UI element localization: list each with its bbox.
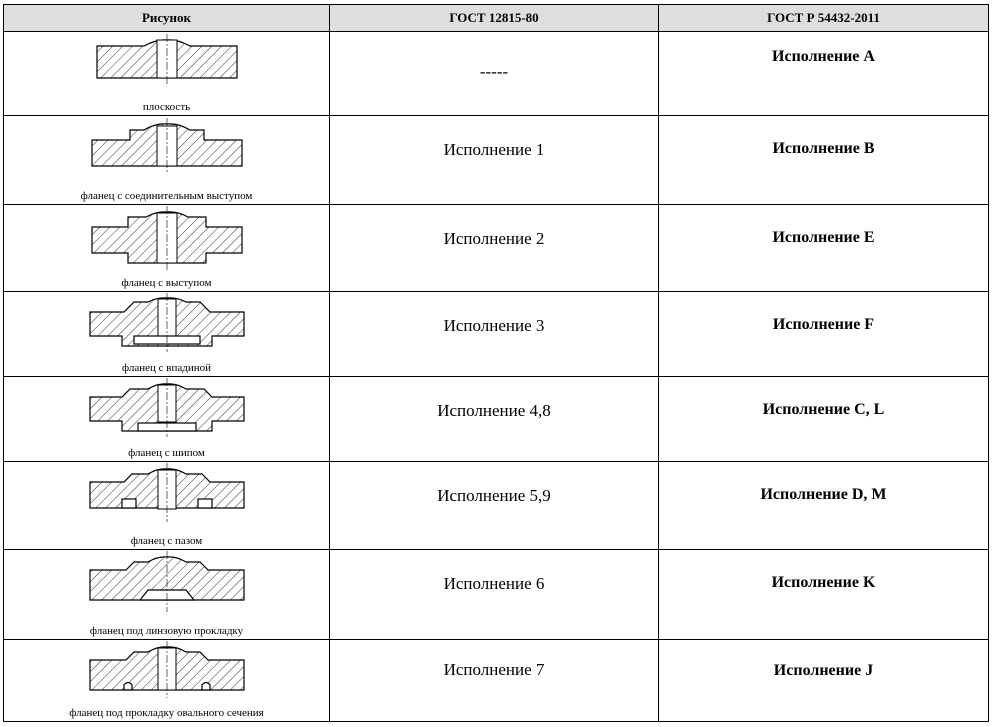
table-header-row — [4, 5, 989, 32]
gost-54432-value: Исполнение E — [659, 205, 989, 292]
header-gost-12815: ГОСТ 12815-80 — [330, 5, 659, 32]
gost-12815-value: Исполнение 3 — [330, 292, 659, 377]
drawing-cell — [4, 32, 330, 116]
drawing-cell — [4, 377, 330, 462]
table-row — [4, 292, 989, 377]
lens-gasket-flange-drawing — [82, 550, 252, 620]
gost-54432-value: Исполнение K — [659, 550, 989, 640]
drawing-caption: фланец с выступом — [121, 277, 212, 289]
gost-12815-value: Исполнение 4,8 — [330, 377, 659, 462]
drawing-cell — [4, 462, 330, 550]
tongue-face-flange-drawing — [82, 377, 252, 443]
oval-gasket-flange-drawing — [82, 640, 252, 704]
drawing-cell — [4, 292, 330, 377]
table-row — [4, 116, 989, 205]
flat-face-flange-drawing — [87, 32, 247, 94]
gost-12815-value: Исполнение 7 — [330, 640, 659, 722]
flange-table-wrapper — [3, 4, 988, 722]
table-row — [4, 640, 989, 722]
female-face-flange-drawing — [82, 292, 252, 358]
gost-12815-value: Исполнение 1 — [330, 116, 659, 205]
header-gost-54432: ГОСТ Р 54432-2011 — [659, 5, 989, 32]
gost-12815-value: Исполнение 2 — [330, 205, 659, 292]
drawing-cell — [4, 205, 330, 292]
gost-54432-value: Исполнение D, M — [659, 462, 989, 550]
gost-12815-value: ----- — [330, 32, 659, 116]
drawing-caption: фланец с пазом — [130, 535, 203, 547]
gost-54432-value: Исполнение J — [659, 640, 989, 722]
drawing-caption: фланец под прокладку овального сечения — [69, 707, 264, 719]
table-row — [4, 32, 989, 116]
table-row — [4, 205, 989, 292]
header-picture: Рисунок — [4, 5, 330, 32]
gost-12815-value: Исполнение 5,9 — [330, 462, 659, 550]
gost-54432-value: Исполнение F — [659, 292, 989, 377]
drawing-cell — [4, 550, 330, 640]
groove-face-flange-drawing — [82, 462, 252, 530]
gost-54432-value: Исполнение А — [659, 32, 989, 116]
drawing-caption: фланец с соединительным выступом — [80, 190, 253, 202]
table-row — [4, 550, 989, 640]
drawing-caption: фланец с шипом — [128, 447, 205, 459]
male-face-flange-drawing — [82, 205, 252, 275]
drawing-caption: фланец под линзовую прокладку — [89, 625, 244, 637]
gost-54432-value: Исполнение B — [659, 116, 989, 205]
table-row — [4, 377, 989, 462]
table-row — [4, 462, 989, 550]
drawing-cell — [4, 116, 330, 205]
raised-face-flange-drawing — [82, 116, 252, 186]
drawing-caption: фланец с впадиной — [122, 362, 211, 374]
flange-types-table — [3, 4, 989, 722]
gost-54432-value: Исполнение C, L — [659, 377, 989, 462]
gost-12815-value: Исполнение 6 — [330, 550, 659, 640]
drawing-cell — [4, 640, 330, 722]
drawing-caption: плоскость — [142, 101, 191, 113]
